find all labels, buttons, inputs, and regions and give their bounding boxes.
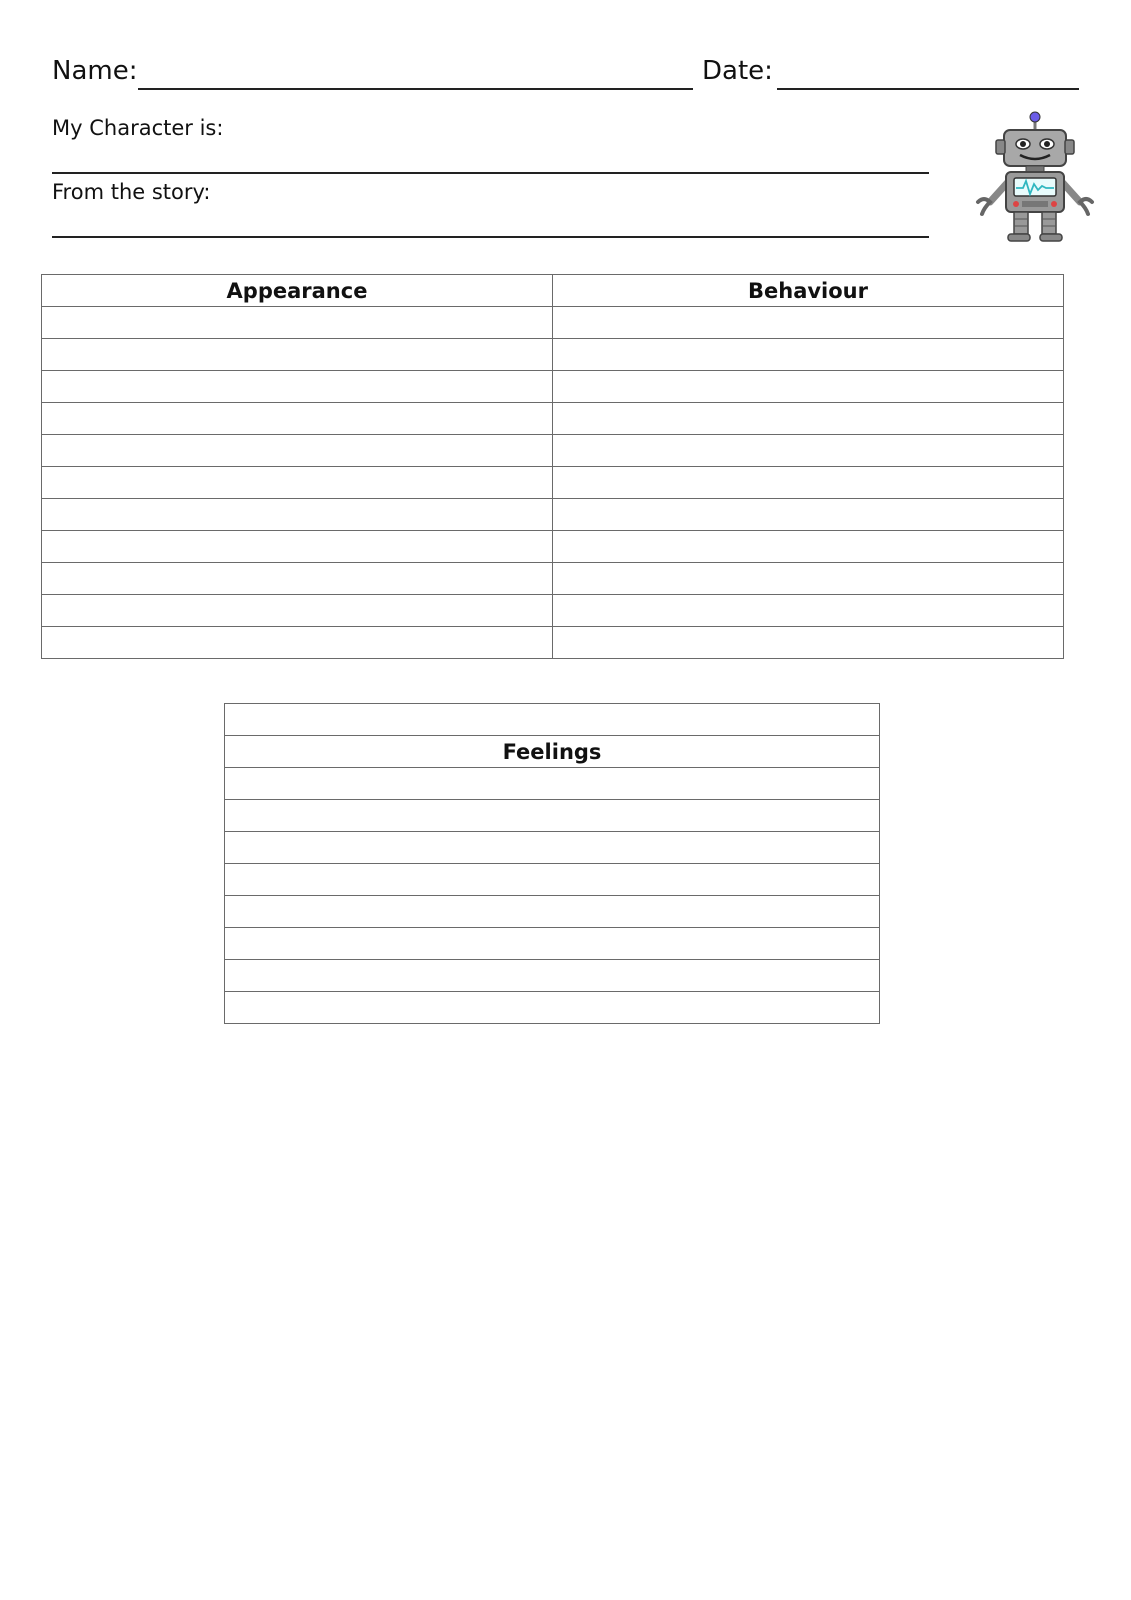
behaviour-cell[interactable] — [553, 339, 1064, 371]
appearance-cell[interactable] — [42, 339, 553, 371]
appearance-cell[interactable] — [42, 371, 553, 403]
table-row — [225, 768, 880, 800]
feelings-cell[interactable] — [225, 992, 880, 1024]
date-field[interactable] — [777, 88, 1079, 90]
table-row — [225, 896, 880, 928]
table-row — [225, 960, 880, 992]
robot-icon — [968, 110, 1102, 244]
table-row — [225, 928, 880, 960]
appearance-header: Appearance — [42, 275, 553, 307]
behaviour-cell[interactable] — [553, 307, 1064, 339]
name-label: Name: — [52, 56, 138, 86]
appearance-cell[interactable] — [42, 595, 553, 627]
appearance-cell[interactable] — [42, 435, 553, 467]
feelings-cell[interactable] — [225, 800, 880, 832]
table-row — [42, 467, 1064, 499]
feelings-cell[interactable] — [225, 896, 880, 928]
behaviour-cell[interactable] — [553, 467, 1064, 499]
feelings-cell[interactable] — [225, 960, 880, 992]
table-row — [42, 307, 1064, 339]
table-row — [42, 563, 1064, 595]
name-field[interactable] — [138, 88, 693, 90]
appearance-cell[interactable] — [42, 403, 553, 435]
appearance-cell[interactable] — [42, 467, 553, 499]
table-header-row — [225, 736, 880, 768]
appearance-behaviour-table — [41, 274, 1064, 659]
behaviour-cell[interactable] — [553, 499, 1064, 531]
behaviour-cell[interactable] — [553, 531, 1064, 563]
feelings-cell[interactable] — [225, 928, 880, 960]
appearance-cell[interactable] — [42, 499, 553, 531]
table-row — [42, 435, 1064, 467]
appearance-cell[interactable] — [42, 627, 553, 659]
table-row — [225, 992, 880, 1024]
table-row — [42, 627, 1064, 659]
feelings-table — [224, 703, 880, 1024]
table-row — [42, 499, 1064, 531]
story-label: From the story: — [52, 180, 211, 204]
behaviour-header: Behaviour — [553, 275, 1064, 307]
feelings-header: Feelings — [225, 736, 880, 768]
table-row — [42, 595, 1064, 627]
feelings-cell[interactable] — [225, 832, 880, 864]
feelings-cell[interactable] — [225, 704, 880, 736]
table-row — [225, 864, 880, 896]
table-row — [225, 800, 880, 832]
behaviour-cell[interactable] — [553, 627, 1064, 659]
behaviour-cell[interactable] — [553, 595, 1064, 627]
appearance-cell[interactable] — [42, 531, 553, 563]
character-label: My Character is: — [52, 116, 224, 140]
table-row — [225, 832, 880, 864]
story-field[interactable] — [52, 236, 929, 238]
behaviour-cell[interactable] — [553, 435, 1064, 467]
appearance-cell[interactable] — [42, 307, 553, 339]
table-row — [42, 371, 1064, 403]
table-row — [42, 339, 1064, 371]
table-row — [225, 704, 880, 736]
date-label: Date: — [702, 56, 773, 86]
behaviour-cell[interactable] — [553, 403, 1064, 435]
table-header-row — [42, 275, 1064, 307]
behaviour-cell[interactable] — [553, 563, 1064, 595]
appearance-cell[interactable] — [42, 563, 553, 595]
table-row — [42, 531, 1064, 563]
character-field[interactable] — [52, 172, 929, 174]
feelings-cell[interactable] — [225, 864, 880, 896]
behaviour-cell[interactable] — [553, 371, 1064, 403]
feelings-cell[interactable] — [225, 768, 880, 800]
table-row — [42, 403, 1064, 435]
